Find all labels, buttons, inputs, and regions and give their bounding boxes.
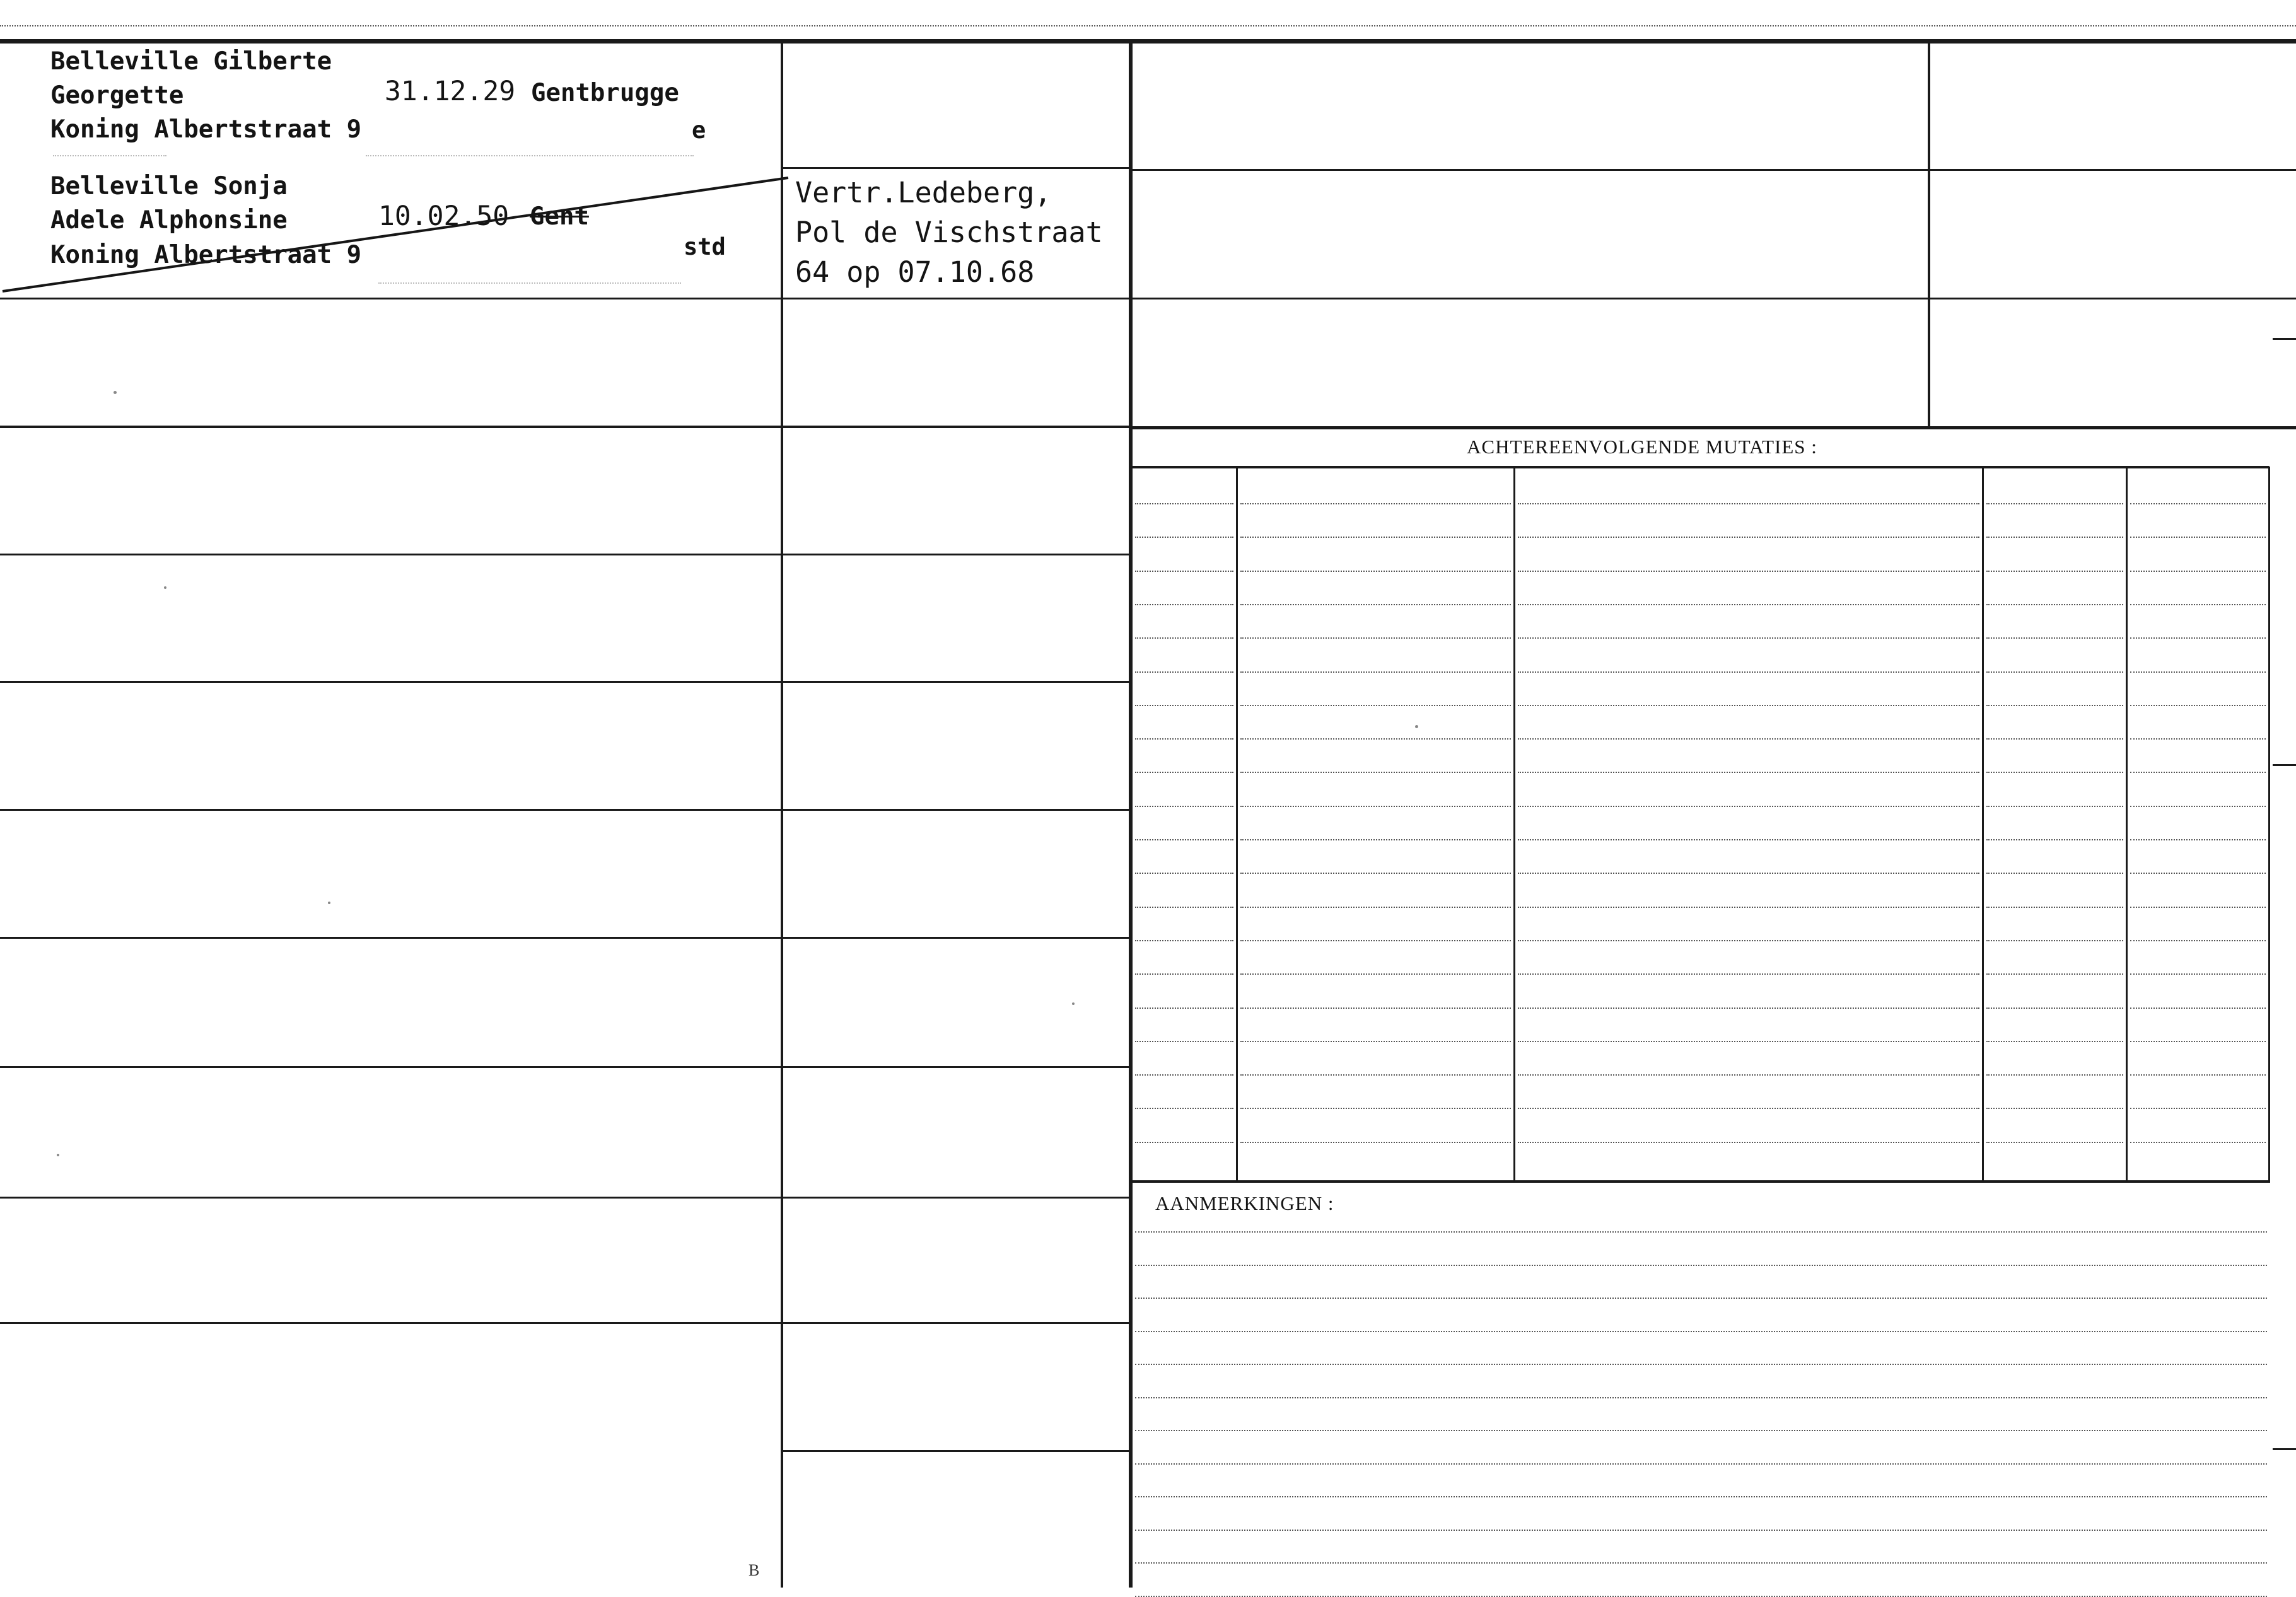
speck (328, 902, 330, 904)
mutation-row-line (2130, 671, 2266, 673)
row-line (0, 554, 1131, 555)
mutation-row-line (1135, 1108, 1233, 1109)
mutation-row-line (1135, 705, 1233, 706)
mutation-row-line (1135, 671, 1233, 673)
column-divider-2 (1129, 39, 1133, 1588)
mutations-heading: ACHTEREENVOLGENDE MUTATIES : (1467, 436, 1817, 458)
mutations-col-line (2126, 467, 2128, 1183)
mutation-row-line (1135, 873, 1233, 874)
mutation-row-line (1240, 973, 1511, 975)
record-birth-date: 31.12.29 (385, 76, 516, 107)
mutation-row-line (1518, 1041, 1979, 1042)
mutation-row-line (1518, 940, 1979, 941)
record-birth-date: 10.02.50 (378, 200, 510, 232)
top-edge-dotted (0, 25, 2296, 26)
mutation-row-line (1986, 839, 2123, 840)
mutation-row-line (1986, 806, 2123, 807)
mutation-row-line (2130, 571, 2266, 572)
mutation-row-line (1986, 940, 2123, 941)
top-border (0, 39, 2296, 44)
mutation-row-line (2130, 907, 2266, 908)
mutation-row-line (1135, 604, 1233, 605)
mutation-row-line (1518, 873, 1979, 874)
mutation-row-line (2130, 1142, 2266, 1143)
mutation-row-line (1518, 671, 1979, 673)
mutations-col-line (1513, 467, 1515, 1183)
mutation-row-line (2130, 973, 2266, 975)
remark-line (1135, 1530, 2267, 1531)
mutation-row-line (2130, 705, 2266, 706)
mutation-row-line (1986, 637, 2123, 639)
mutations-header-line (1131, 466, 2270, 468)
mutation-row-line (1518, 1074, 1979, 1076)
record-code: std (684, 233, 726, 260)
remark-line (1135, 1231, 2267, 1233)
mutation-row-line (2130, 738, 2266, 740)
mutation-row-line (1135, 973, 1233, 975)
record-birth-place: Gentbrugge (531, 79, 679, 107)
row-line (0, 1322, 1131, 1324)
mutation-row-line (1986, 1074, 2123, 1076)
mutation-row-line (1986, 705, 2123, 706)
remark-line (1135, 1364, 2267, 1365)
record-remark-line: 64 op 07.10.68 (795, 255, 1035, 289)
row-line (0, 1066, 1131, 1068)
mutation-row-line (1986, 1108, 2123, 1109)
mutation-row-line (2130, 637, 2266, 639)
mutation-row-line (1986, 907, 2123, 908)
mutation-row-line (2130, 537, 2266, 538)
speck (164, 586, 166, 589)
mutation-row-line (1518, 1108, 1979, 1109)
mutation-row-line (1135, 571, 1233, 572)
faint-stamp (53, 155, 166, 156)
mutation-row-line (1240, 772, 1511, 773)
mutation-row-line (1986, 772, 2123, 773)
mutation-row-line (1135, 907, 1233, 908)
remark-line (1135, 1562, 2267, 1564)
mutation-row-line (1240, 738, 1511, 740)
record-given-names: Adele Alphonsine (50, 206, 288, 235)
mutation-row-line (1518, 772, 1979, 773)
faint-stamp (378, 282, 681, 284)
mutation-row-line (1518, 973, 1979, 975)
mutation-row-line (1986, 604, 2123, 605)
mutation-row-line (1240, 1041, 1511, 1042)
mutation-row-line (1518, 1008, 1979, 1009)
margin-tick (2273, 764, 2296, 766)
mutation-row-line (2130, 806, 2266, 807)
mutations-col-line (1236, 467, 1238, 1183)
mutation-row-line (1518, 738, 1979, 740)
row-line (0, 426, 1131, 428)
record-birth-place: Gent (530, 202, 589, 231)
mutation-row-line (1986, 738, 2123, 740)
strike-through-line (0, 170, 795, 296)
mutation-row-line (1240, 705, 1511, 706)
mutation-row-line (1135, 637, 1233, 639)
remark-line (1135, 1496, 2267, 1497)
record-given-names: Georgette (50, 81, 184, 110)
mutation-row-line (1135, 1142, 1233, 1143)
row-line (0, 681, 1131, 683)
mutation-row-line (1518, 537, 1979, 538)
mutation-row-line (1240, 907, 1511, 908)
mutation-row-line (1135, 537, 1233, 538)
mutation-row-line (1240, 537, 1511, 538)
remarks-heading: AANMERKINGEN : (1155, 1192, 1334, 1214)
row-line (781, 167, 1131, 169)
right-row-line (1131, 169, 2296, 171)
mutation-row-line (2130, 1108, 2266, 1109)
remark-line (1135, 1331, 2267, 1332)
remark-line (1135, 1298, 2267, 1299)
remark-line (1135, 1463, 2267, 1465)
mutation-row-line (1518, 705, 1979, 706)
mutation-row-line (1135, 806, 1233, 807)
mutation-row-line (1135, 738, 1233, 740)
mutation-row-line (1986, 873, 2123, 874)
mutation-row-line (2130, 1008, 2266, 1009)
mutation-row-line (1240, 1074, 1511, 1076)
mutation-row-line (1518, 604, 1979, 605)
mutation-row-line (1240, 671, 1511, 673)
mutation-row-line (2130, 940, 2266, 941)
mutation-row-line (1518, 1142, 1979, 1143)
row-line (0, 298, 1131, 299)
row-line (0, 1197, 1131, 1199)
mutation-row-line (1986, 503, 2123, 504)
record-name-line: Belleville Sonja (50, 172, 288, 200)
mutation-row-line (2130, 873, 2266, 874)
mutation-row-line (1240, 839, 1511, 840)
record-address: Koning Albertstraat 9 (50, 241, 362, 269)
right-row-line (1131, 298, 2296, 299)
record-remark-line: Pol de Vischstraat (795, 216, 1103, 249)
mutation-row-line (1518, 839, 1979, 840)
record-name-line: Belleville Gilberte (50, 47, 332, 76)
margin-tick (2273, 338, 2296, 340)
record-code: e (692, 117, 706, 144)
right-row-line (1131, 426, 2296, 429)
mutation-row-line (1986, 973, 2123, 975)
speck (57, 1154, 59, 1156)
mutation-row-line (1986, 1142, 2123, 1143)
mutation-row-line (1518, 806, 1979, 807)
mutation-row-line (1240, 503, 1511, 504)
mutation-row-line (1135, 772, 1233, 773)
mutation-row-line (1240, 571, 1511, 572)
mutation-row-line (1986, 537, 2123, 538)
mutation-row-line (1135, 940, 1233, 941)
mutation-row-line (1986, 571, 2123, 572)
mutation-row-line (2130, 1041, 2266, 1042)
mutation-row-line (1240, 1008, 1511, 1009)
mutation-row-line (1135, 1008, 1233, 1009)
record-remark-line: Vertr.Ledeberg, (795, 176, 1052, 209)
mutation-row-line (2130, 503, 2266, 504)
speck (1415, 725, 1418, 728)
record-address: Koning Albertstraat 9 (50, 115, 362, 144)
remark-line (1135, 1430, 2267, 1431)
mutation-row-line (1240, 806, 1511, 807)
row-line (781, 1450, 1131, 1452)
margin-mark: B (749, 1561, 760, 1579)
mutation-row-line (1240, 1108, 1511, 1109)
mutation-row-line (1518, 503, 1979, 504)
mutation-row-line (1240, 604, 1511, 605)
mutation-row-line (1240, 940, 1511, 941)
mutation-row-line (1240, 873, 1511, 874)
mutation-row-line (1240, 1142, 1511, 1143)
speck (1072, 1002, 1075, 1005)
remark-line (1135, 1265, 2267, 1266)
mutation-row-line (1135, 839, 1233, 840)
mutation-row-line (2130, 604, 2266, 605)
mutation-row-line (1240, 637, 1511, 639)
mutation-row-line (1518, 907, 1979, 908)
margin-tick (2273, 1448, 2296, 1450)
row-line (0, 809, 1131, 811)
mutation-row-line (2130, 839, 2266, 840)
mutations-col-line (2268, 467, 2270, 1183)
mutation-row-line (1518, 637, 1979, 639)
mutation-row-line (2130, 772, 2266, 773)
faint-stamp (366, 155, 694, 156)
mutation-row-line (1135, 503, 1233, 504)
mutations-col-line (1982, 467, 1984, 1183)
mutation-row-line (1986, 1041, 2123, 1042)
mutation-row-line (1986, 1008, 2123, 1009)
mutation-row-line (1135, 1041, 1233, 1042)
mutation-row-line (1518, 571, 1979, 572)
speck (114, 391, 117, 394)
mutation-row-line (1135, 1074, 1233, 1076)
mutation-row-line (2130, 1074, 2266, 1076)
row-line (0, 937, 1131, 939)
mutations-bottom-line (1131, 1180, 2270, 1183)
mutation-row-line (1986, 671, 2123, 673)
remark-line (1135, 1397, 2267, 1398)
column-divider-3 (1928, 39, 1930, 427)
